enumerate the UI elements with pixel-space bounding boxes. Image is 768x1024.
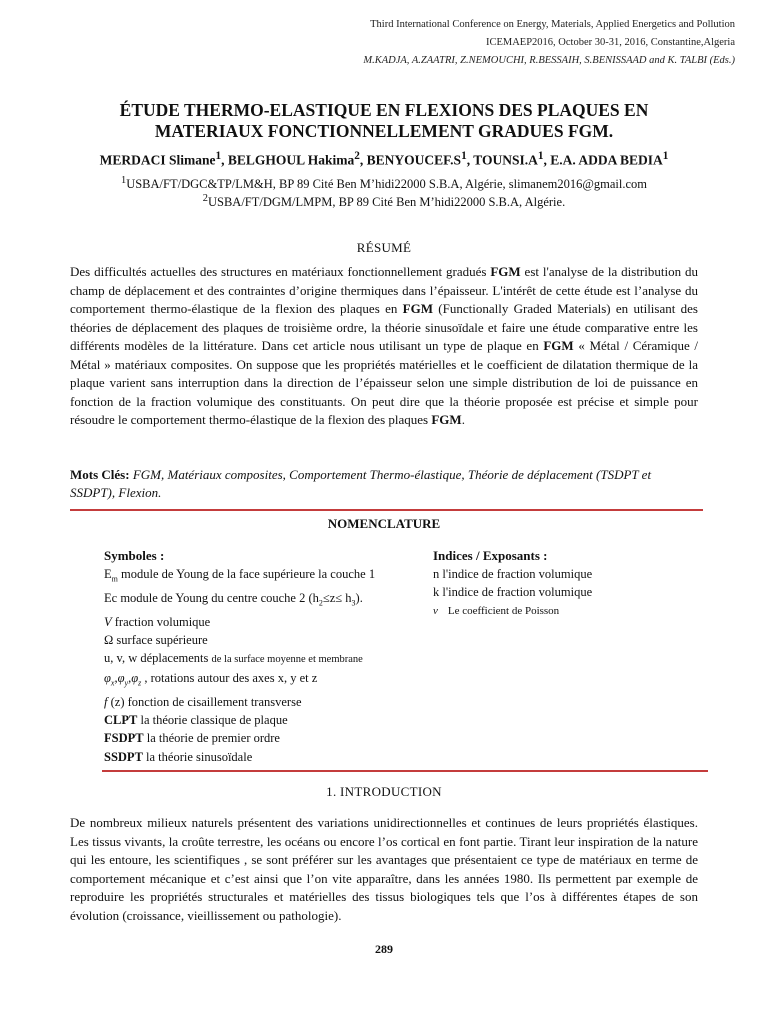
fgm-term: FGM xyxy=(490,264,521,279)
abstract-seg: Des difficultés actuelles des structures en matériaux fonctionnellement gradués xyxy=(70,264,491,279)
abstract-heading: RÉSUMÉ xyxy=(356,240,412,255)
desc: surface supérieure xyxy=(113,632,208,647)
abstract-seg: est l'analyse de la distribution du champ de déplacement et des contraintes d’origine thermiques dans l’épaisseur. L'intérêt de cette étude est l’analyse du comportement thermo-élastique de la flexion des plaques en xyxy=(70,264,698,316)
author-name: E.A. ADDA BEDIA xyxy=(550,152,663,168)
symbol-ssdpt xyxy=(104,748,424,766)
paper-title-line-1: ÉTUDE THERMO-ELASTIQUE EN FLEXIONS DES PLAQUES EN xyxy=(119,100,649,120)
abstract-seg: (Functionally Graded Materials) en utilisant des théories de déplacement des plaques de troisième ordre, la théorie sinusoïdale et faire une étude comparative entre les différents modèles de la littérature. Dans cet article nous utilisant un type de plaque en xyxy=(70,301,698,353)
conference-name: Third International Conference on Energy, Materials, Applied Energetics and Pollution xyxy=(370,19,735,30)
author-affil-sup: 1 xyxy=(461,150,467,162)
paper-title-line-2: MATERIAUX FONCTIONNELLEMENT GRADUES FGM. xyxy=(154,121,614,141)
index-n xyxy=(433,565,713,583)
author-name: MERDACI Slimane xyxy=(99,152,216,168)
conference-date: ICEMAEP2016, October 30-31, 2016, Constantine,Algeria xyxy=(485,37,735,48)
abstract-seg: . xyxy=(461,412,465,427)
sym: (z) xyxy=(107,694,125,709)
desc: l'indice de fraction volumique xyxy=(439,567,593,582)
sym: φ xyxy=(117,671,125,686)
keywords xyxy=(70,466,698,502)
sym: ν xyxy=(433,604,438,617)
author-affil-sup: 2 xyxy=(354,150,360,162)
keywords-label: Mots Clés: xyxy=(70,467,130,482)
divider-top xyxy=(70,509,703,511)
fgm-term: FGM xyxy=(402,301,433,316)
sub: x xyxy=(110,678,115,688)
author-name: BELGHOUL Hakima xyxy=(227,152,355,168)
author-affil-sup: 1 xyxy=(537,150,544,162)
desc: la théorie de premier ordre xyxy=(143,731,280,746)
abstract-text xyxy=(70,263,698,430)
sym: V xyxy=(104,614,112,629)
indices-heading: Indices / Exposants : xyxy=(433,548,548,563)
author-name: TOUNSI.A xyxy=(473,152,538,168)
symbol-fsdpt xyxy=(104,729,424,747)
desc: module de Young de la face supérieure la couche 1 xyxy=(117,567,376,582)
sym: f xyxy=(104,694,108,709)
desc: , rotations autour des axes x, y et z xyxy=(141,671,318,686)
sym: n xyxy=(433,567,440,582)
sym: k xyxy=(433,585,440,600)
symbol-omega xyxy=(104,631,424,649)
desc: fraction volumique xyxy=(111,614,211,629)
symbols-heading: Symboles : xyxy=(104,548,165,563)
page-number: 289 xyxy=(375,942,393,956)
symbol-uvw xyxy=(104,649,424,669)
sym: E xyxy=(104,567,112,582)
indices-column xyxy=(433,547,713,620)
sym: u, v, w déplacements xyxy=(104,651,212,666)
symbol-v xyxy=(104,613,424,631)
symbol-clpt xyxy=(104,711,424,729)
abstract-seg: « Métal / Céramique / Métal » matériaux composites. On suppose que les propriétés matérielles et le coefficient de dilatation thermique de la plaque varient sans interruption dans la direction de l’épaisseur selon une simple distribution de loi de puissance en fonction de la fraction volumique des constituants. On peut dire que la théorie proposée est précise et simple pour résoudre le comportement thermo-élastique de la flexion des plaques xyxy=(70,338,698,427)
sym: φ xyxy=(131,671,139,686)
desc: ). xyxy=(355,590,363,605)
symbol-ec xyxy=(104,589,424,613)
symbol-em xyxy=(104,565,424,589)
keywords-text: FGM, Matériaux composites, Comportement Thermo-élastique, Théorie de déplacement (TSDPT et SSDPT), Flexion. xyxy=(70,467,652,500)
sub: 2 xyxy=(318,598,323,608)
fgm-term: FGM xyxy=(431,412,462,427)
sym: φ xyxy=(104,671,111,686)
desc: module de Young du centre couche 2 (h xyxy=(117,590,319,605)
index-k xyxy=(433,583,713,601)
affiliation-2 xyxy=(40,193,728,210)
desc: l'indice de fraction volumique xyxy=(439,585,593,600)
author-name: BENYOUCEF.S xyxy=(366,152,462,168)
affiliation-1 xyxy=(40,175,728,192)
sub: z xyxy=(138,678,142,688)
sym: Ec xyxy=(104,590,118,605)
sym: Ω xyxy=(104,632,114,647)
sym: SSDPT xyxy=(104,749,143,764)
introduction-text: De nombreux milieux naturels présentent des variations unidirectionnelles et continues de leurs propriétés élastiques. Les tissus vivants, la croûte terrestre, les océans ou encore l’os cortical en font partie. Tirant leur inspiration de la nature qui les entoure, les scientifiques , se sont préférer sur les avantages que présentaient ce type de matériaux en terme de comportement mécanique et c’est ainsi que l’on vite apparaître, dans les années 1980. Ils permettent par exemple de reproduire les propriétés structurales et matérielles des tissus biologiques tels que l’os à différentes étapes de son évolution (croissance, vieillissement ou pathologie). xyxy=(70,815,698,923)
symbols-column xyxy=(104,547,424,766)
introduction-heading: 1. INTRODUCTION xyxy=(326,784,442,799)
sub: m xyxy=(111,574,118,584)
index-nu xyxy=(433,602,713,620)
affiliation-text: USBA/FT/DGM/LMPM, BP 89 Cité Ben M’hidi22000 S.B.A, Algérie. xyxy=(207,195,566,210)
desc: la théorie sinusoïdale xyxy=(142,749,253,764)
paper-title xyxy=(60,100,708,142)
sub: 3 xyxy=(351,598,356,608)
symbol-phi: $\varphi_x,\varphi_y,\varphi_z$ , rotations autour des axes x, y et z xyxy=(104,671,318,688)
affil-sup: 1 xyxy=(121,175,127,186)
author-affil-sup: 1 xyxy=(215,150,222,162)
fgm-term: FGM xyxy=(543,338,574,353)
affiliation-text: USBA/FT/DGC&TP/LM&H, BP 89 Cité Ben M’hidi22000 S.B.A, Algérie, slimanem2016@gmail.com xyxy=(126,177,647,192)
author-list: MERDACI Slimane$^1$, BELGHOUL Hakima$^2$, $BENYOUCEF.S^1$, $TOUNSI.A^1$, E.A. ADDA BEDIA$^1$ xyxy=(99,150,669,168)
sym: CLPT xyxy=(104,713,138,728)
desc: Le coefficient de Poisson xyxy=(447,604,560,617)
nomenclature-heading: NOMENCLATURE xyxy=(327,516,441,531)
symbol-fz xyxy=(104,693,424,711)
affil-sup: 2 xyxy=(202,193,208,204)
divider-bottom xyxy=(102,770,708,772)
conference-editors: M.KADJA, A.ZAATRI, Z.NEMOUCHI, R.BESSAIH, S.BENISSAAD and K. TALBI (Eds.) xyxy=(363,55,735,66)
desc: de la surface moyenne et membrane xyxy=(211,654,363,666)
desc: fonction de cisaillement transverse xyxy=(124,694,302,709)
sym: FSDPT xyxy=(104,731,144,746)
author-affil-sup: 1 xyxy=(662,150,669,162)
desc: la théorie classique de plaque xyxy=(137,713,288,728)
sub: y xyxy=(124,678,129,688)
desc: ≤z≤ h xyxy=(322,590,352,605)
